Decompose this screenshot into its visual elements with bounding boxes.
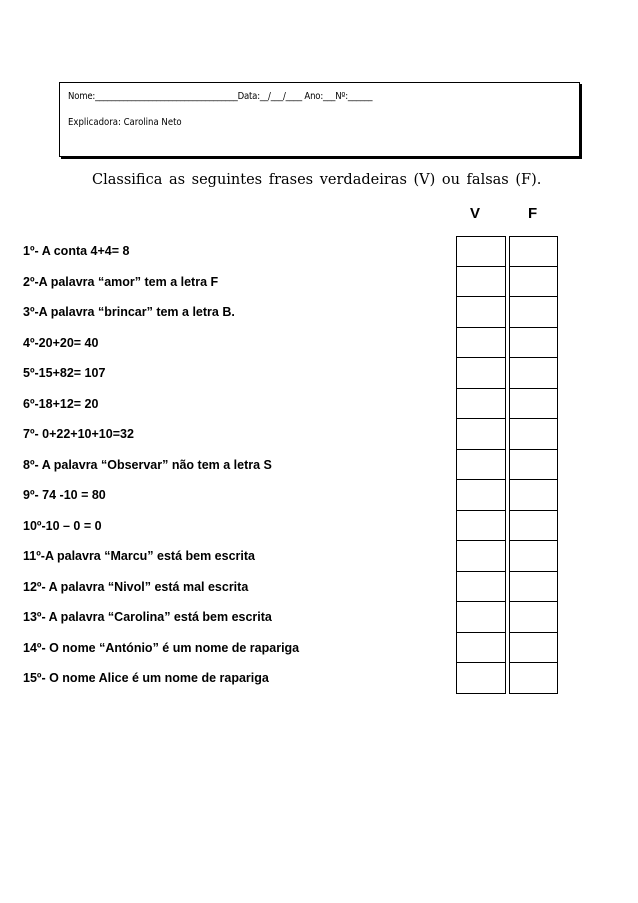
answer-row bbox=[456, 663, 561, 694]
answer-row bbox=[456, 328, 561, 359]
answer-row bbox=[456, 419, 561, 450]
answer-grid bbox=[456, 236, 561, 694]
name-date-year-line: Nome:___________________________________Data:__/___/____ Ano:___Nº:______ bbox=[68, 91, 373, 102]
answer-cell-f[interactable] bbox=[509, 541, 559, 572]
tutor-line: Explicadora: Carolina Neto bbox=[68, 117, 182, 128]
question-12: 12º- A palavra “Nivol” está mal escrita bbox=[23, 579, 249, 594]
question-1: 1º- A conta 4+4= 8 bbox=[23, 244, 130, 258]
answer-cell-v[interactable] bbox=[456, 480, 506, 511]
answer-row bbox=[456, 236, 561, 267]
column-header-true: V bbox=[470, 205, 481, 222]
answer-cell-f[interactable] bbox=[509, 328, 559, 359]
answer-row bbox=[456, 511, 561, 542]
question-2: 2º-A palavra “amor” tem a letra F bbox=[23, 274, 219, 289]
answer-cell-f[interactable] bbox=[509, 297, 559, 328]
answer-cell-f[interactable] bbox=[509, 511, 559, 542]
answer-cell-v[interactable] bbox=[456, 572, 506, 603]
question-6: 6º-18+12= 20 bbox=[23, 396, 99, 411]
question-15: 15º- O nome Alice é um nome de rapariga bbox=[23, 671, 269, 685]
answer-cell-f[interactable] bbox=[509, 572, 559, 603]
answer-cell-f[interactable] bbox=[509, 358, 559, 389]
question-14: 14º- O nome “António” é um nome de rapariga bbox=[23, 640, 300, 655]
answer-row bbox=[456, 602, 561, 633]
answer-cell-v[interactable] bbox=[456, 267, 506, 298]
answer-cell-v[interactable] bbox=[456, 633, 506, 664]
answer-cell-f[interactable] bbox=[509, 419, 559, 450]
answer-cell-f[interactable] bbox=[509, 480, 559, 511]
question-8: 8º- A palavra “Observar” não tem a letra S bbox=[23, 457, 272, 472]
answer-row bbox=[456, 450, 561, 481]
answer-cell-v[interactable] bbox=[456, 541, 506, 572]
question-4: 4º-20+20= 40 bbox=[23, 335, 99, 350]
question-13: 13º- A palavra “Carolina” está bem escrita bbox=[23, 610, 272, 624]
column-header-false: F bbox=[528, 205, 538, 222]
question-9: 9º- 74 -10 = 80 bbox=[23, 488, 106, 502]
answer-cell-f[interactable] bbox=[509, 389, 559, 420]
answer-row bbox=[456, 297, 561, 328]
answer-cell-f[interactable] bbox=[509, 602, 559, 633]
answer-row bbox=[456, 358, 561, 389]
question-10: 10º-10 – 0 = 0 bbox=[23, 518, 102, 533]
answer-cell-v[interactable] bbox=[456, 389, 506, 420]
answer-cell-v[interactable] bbox=[456, 602, 506, 633]
answer-cell-v[interactable] bbox=[456, 511, 506, 542]
answer-row bbox=[456, 389, 561, 420]
student-info-box bbox=[59, 82, 580, 157]
question-list bbox=[23, 244, 443, 702]
instruction-text: Classifica as seguintes frases verdadeiras (V) ou falsas (F). bbox=[92, 172, 542, 188]
answer-cell-v[interactable] bbox=[456, 328, 506, 359]
answer-cell-v[interactable] bbox=[456, 236, 506, 267]
answer-cell-f[interactable] bbox=[509, 236, 559, 267]
answer-cell-v[interactable] bbox=[456, 663, 506, 694]
answer-row bbox=[456, 541, 561, 572]
answer-cell-v[interactable] bbox=[456, 419, 506, 450]
answer-cell-v[interactable] bbox=[456, 297, 506, 328]
question-5: 5º-15+82= 107 bbox=[23, 366, 106, 380]
answer-cell-v[interactable] bbox=[456, 450, 506, 481]
question-7: 7º- 0+22+10+10=32 bbox=[23, 427, 134, 441]
answer-cell-f[interactable] bbox=[509, 663, 559, 694]
answer-cell-f[interactable] bbox=[509, 267, 559, 298]
answer-row bbox=[456, 572, 561, 603]
answer-row bbox=[456, 267, 561, 298]
question-3: 3º-A palavra “brincar” tem a letra B. bbox=[23, 305, 235, 319]
answer-row bbox=[456, 633, 561, 664]
answer-cell-f[interactable] bbox=[509, 450, 559, 481]
answer-row bbox=[456, 480, 561, 511]
answer-cell-f[interactable] bbox=[509, 633, 559, 664]
question-11: 11º-A palavra “Marcu” está bem escrita bbox=[23, 549, 255, 563]
answer-cell-v[interactable] bbox=[456, 358, 506, 389]
